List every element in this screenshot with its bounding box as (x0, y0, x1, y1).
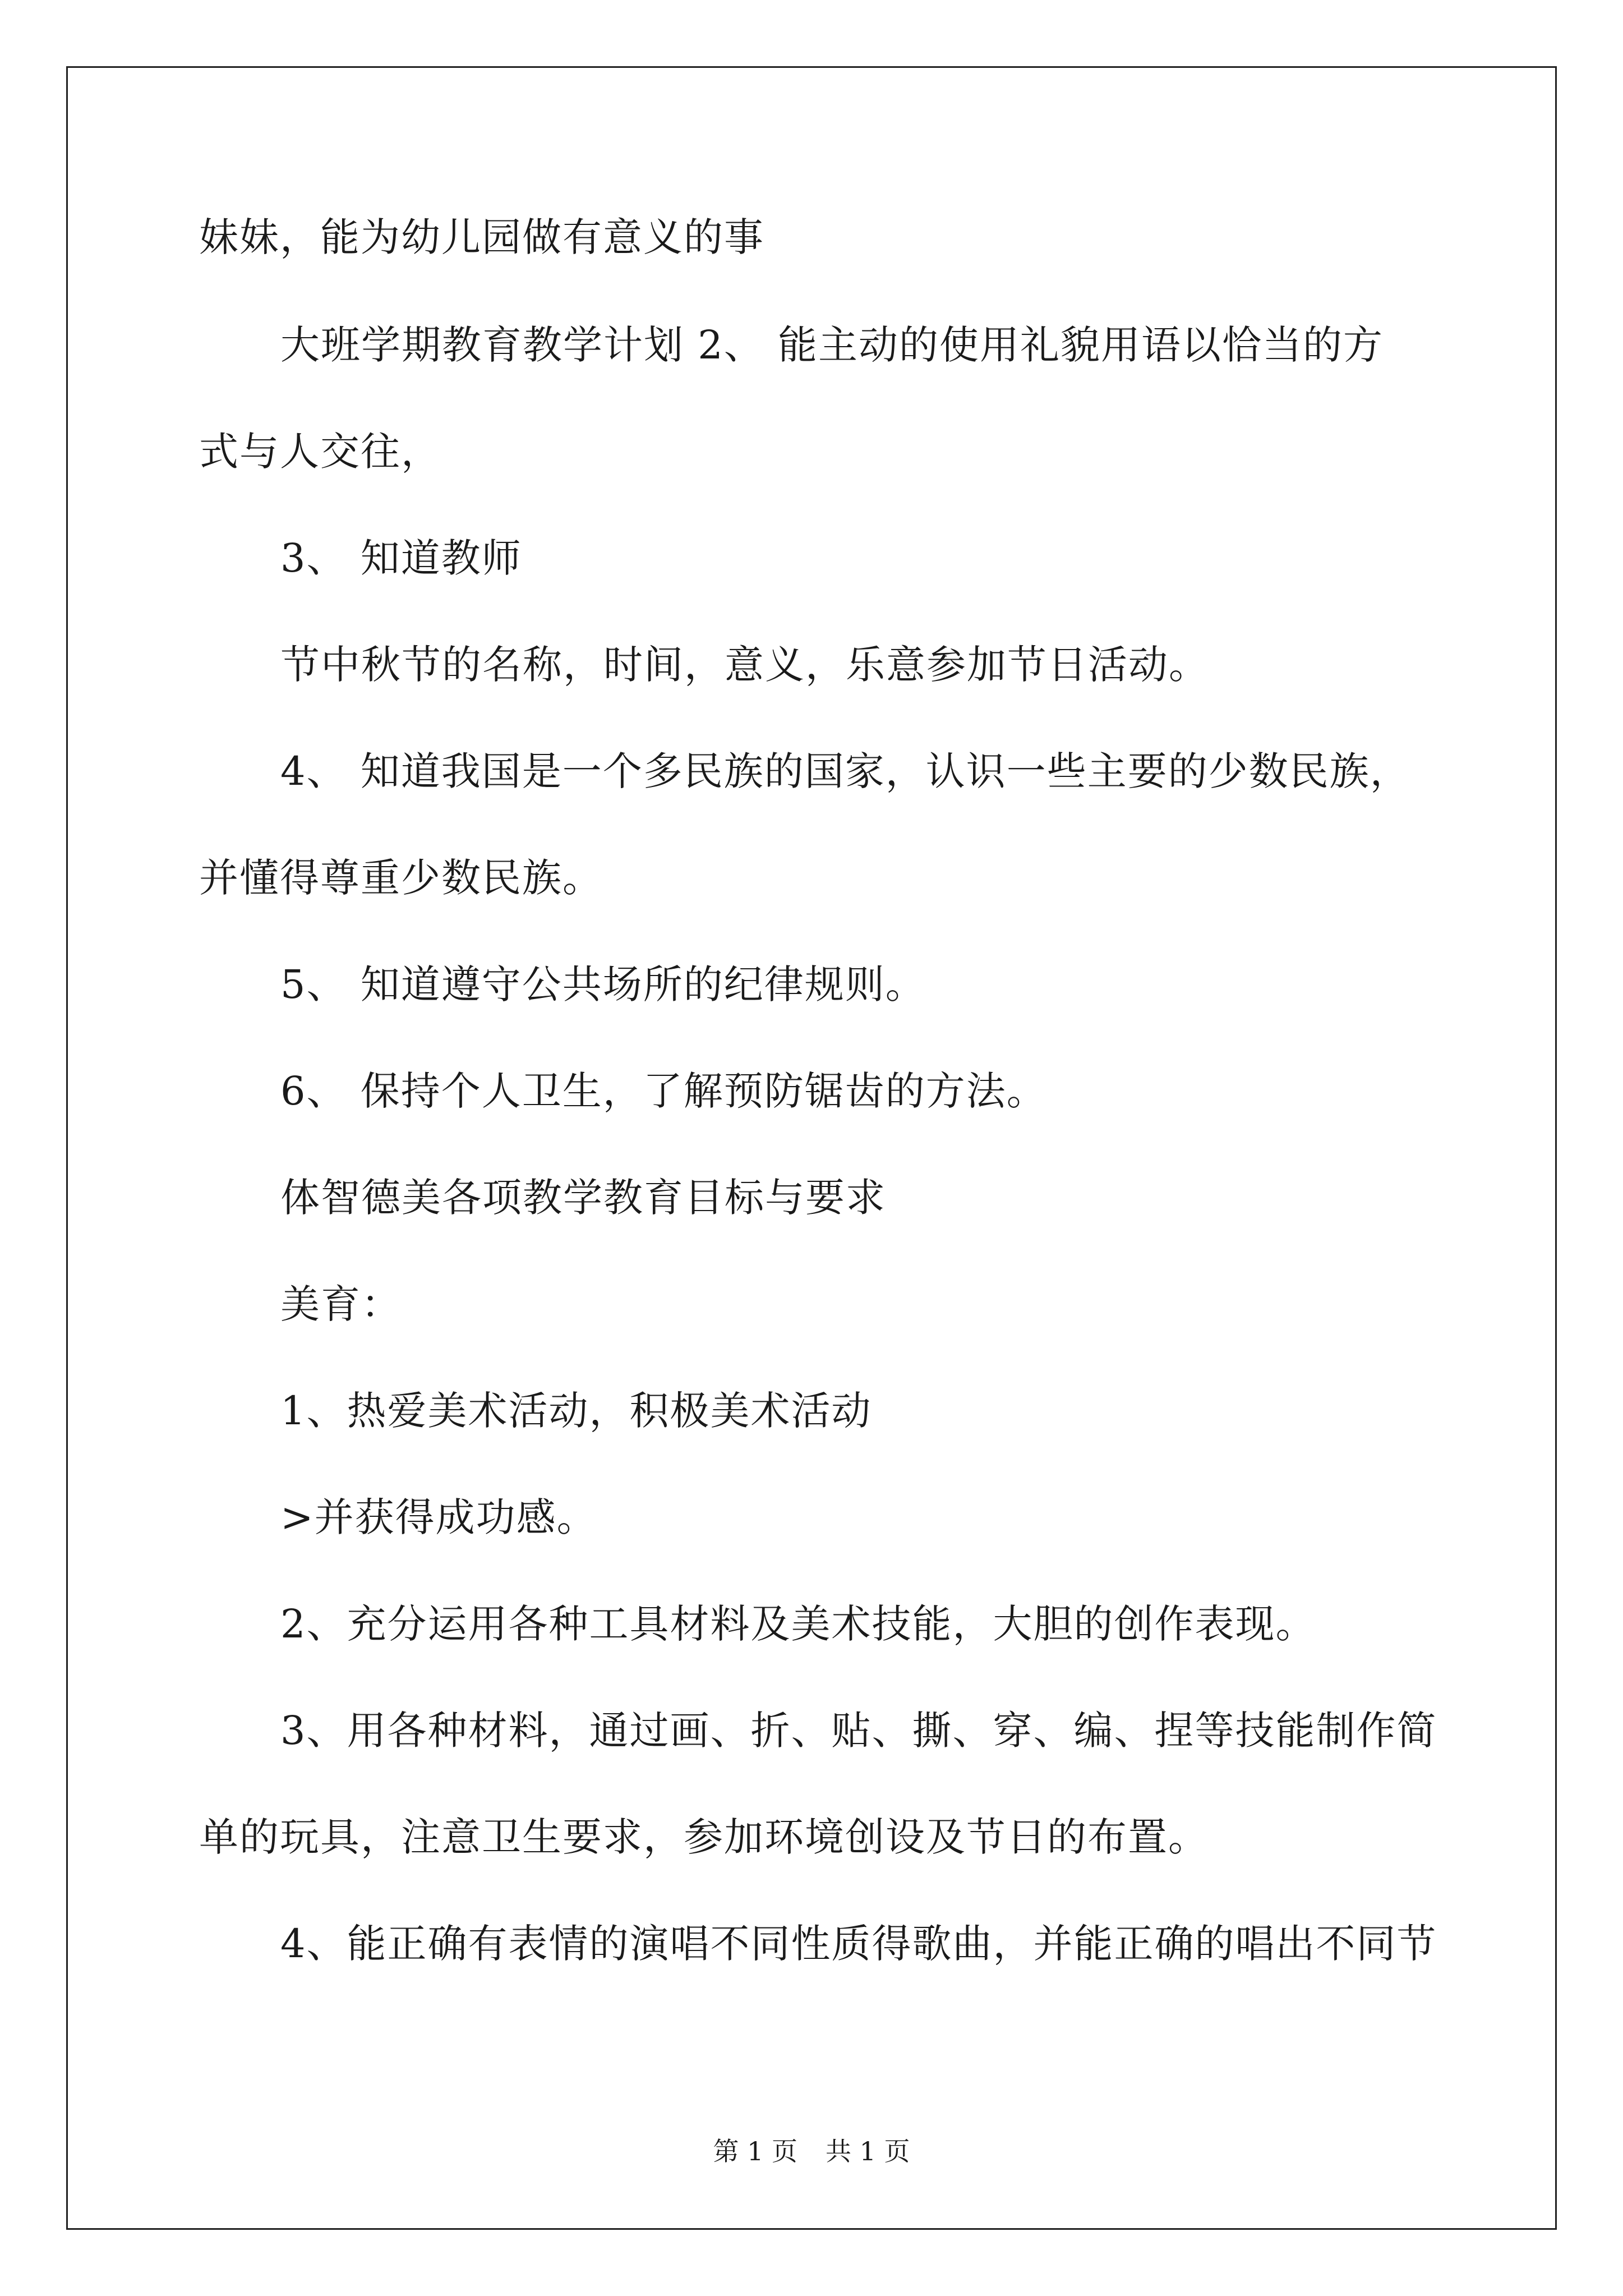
text-line-3: 式与人交往， (199, 429, 441, 475)
page-footer (0, 2134, 1623, 2168)
text-line-1: 妹妹，能为幼儿园做有意义的事 (199, 214, 764, 260)
text-line-7: 并懂得尊重少数民族。 (199, 855, 603, 901)
page-number-current: 第 1 页 (713, 2136, 797, 2166)
page-border (66, 66, 1557, 2230)
text-line-17: 4、能正确有表情的演唱不同性质得歌曲，并能正确的唱出不同节 (280, 1921, 1437, 1967)
text-line-16: 单的玩具，注意卫生要求，参加环境创设及节日的布置。 (199, 1814, 1209, 1860)
text-line-5: 节中秋节的名称，时间，意义，乐意参加节日活动。 (280, 642, 1209, 688)
text-line-9: 6、 保持个人卫生，了解预防锯齿的方法。 (280, 1068, 1047, 1114)
text-line-4: 3、 知道教师 (280, 535, 522, 581)
page-number-total: 共 1 页 (826, 2136, 910, 2166)
text-line-13: >并获得成功感。 (280, 1494, 597, 1540)
text-line-12: 1、热爱美术活动，积极美术活动 (280, 1388, 872, 1434)
text-line-15: 3、用各种材料，通过画、折、贴、撕、穿、编、捏等技能制作简 (280, 1708, 1437, 1754)
text-line-14: 2、充分运用各种工具材料及美术技能，大胆的创作表现。 (280, 1601, 1316, 1647)
text-line-6: 4、 知道我国是一个多民族的国家，认识一些主要的少数民族， (280, 748, 1410, 794)
text-line-11: 美育： (280, 1281, 402, 1327)
text-line-8: 5、 知道遵守公共场所的纪律规则。 (280, 961, 926, 1007)
text-line-2: 大班学期教育教学计划 2、 能主动的使用礼貌用语以恰当的方 (280, 322, 1384, 368)
text-line-10: 体智德美各项教学教育目标与要求 (280, 1175, 886, 1221)
